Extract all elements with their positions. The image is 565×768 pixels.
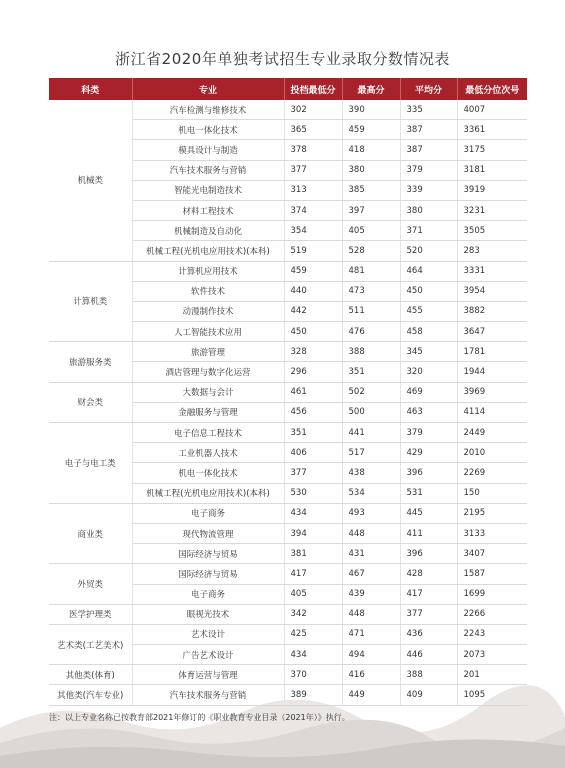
avg-score-cell: 387 [400,120,457,140]
table-row [49,624,527,644]
max-score-cell: 476 [342,322,400,342]
min-score-cell: 456 [284,402,342,422]
header-avg-score: 平均分 [400,78,457,100]
max-score-cell: 448 [342,523,400,543]
table-row [49,261,527,281]
major-cell: 电子信息工程技术 [132,423,284,443]
avg-score-cell: 463 [400,402,457,422]
avg-score-cell: 396 [400,544,457,564]
avg-score-cell: 380 [400,200,457,220]
major-cell: 汽车技术服务与营销 [132,685,284,705]
min-rank-cell: 3919 [457,180,527,200]
major-cell: 汽车技术服务与营销 [132,160,284,180]
category-cell: 艺术类(工艺美术) [49,624,132,664]
min-rank-cell: 2195 [457,503,527,523]
min-rank-cell: 2010 [457,443,527,463]
avg-score-cell: 409 [400,685,457,705]
major-cell: 机械制造及自动化 [132,221,284,241]
min-score-cell: 354 [284,221,342,241]
min-score-cell: 302 [284,100,342,120]
header-min-score: 投档最低分 [284,78,342,100]
avg-score-cell: 445 [400,503,457,523]
min-score-cell: 461 [284,382,342,402]
avg-score-cell: 450 [400,281,457,301]
avg-score-cell: 371 [400,221,457,241]
category-cell: 财会类 [49,382,132,422]
major-cell: 艺术设计 [132,624,284,644]
min-score-cell: 377 [284,160,342,180]
min-score-cell: 434 [284,503,342,523]
table-row [49,564,527,584]
max-score-cell: 459 [342,120,400,140]
max-score-cell: 388 [342,342,400,362]
min-score-cell: 405 [284,584,342,604]
max-score-cell: 481 [342,261,400,281]
header-max-score: 最高分 [342,78,400,100]
max-score-cell: 494 [342,645,400,665]
avg-score-cell: 429 [400,443,457,463]
max-score-cell: 502 [342,382,400,402]
major-cell: 旅游管理 [132,342,284,362]
avg-score-cell: 339 [400,180,457,200]
max-score-cell: 438 [342,463,400,483]
category-cell: 外贸类 [49,564,132,604]
max-score-cell: 397 [342,200,400,220]
footnote: 注：以上专业名称已按教育部2021年修订的《职业教育专业目录（2021年）》执行。 [49,713,350,722]
min-score-cell: 351 [284,423,342,443]
max-score-cell: 380 [342,160,400,180]
avg-score-cell: 469 [400,382,457,402]
major-cell: 现代物流管理 [132,523,284,543]
score-table [49,78,527,706]
max-score-cell: 517 [342,443,400,463]
max-score-cell: 431 [342,544,400,564]
category-cell: 其他类(汽车专业) [49,685,132,705]
avg-score-cell: 417 [400,584,457,604]
category-cell: 电子与电工类 [49,423,132,504]
major-cell: 广告艺术设计 [132,645,284,665]
avg-score-cell: 396 [400,463,457,483]
min-rank-cell: 1944 [457,362,527,382]
avg-score-cell: 388 [400,665,457,685]
min-rank-cell: 3133 [457,523,527,543]
page-title: 浙江省2020年单独考试招生专业录取分数情况表 [115,50,450,68]
avg-score-cell: 377 [400,604,457,624]
min-score-cell: 365 [284,120,342,140]
major-cell: 工业机器人技术 [132,443,284,463]
min-score-cell: 377 [284,463,342,483]
min-score-cell: 530 [284,483,342,503]
max-score-cell: 500 [342,402,400,422]
min-score-cell: 328 [284,342,342,362]
min-rank-cell: 4114 [457,402,527,422]
min-score-cell: 459 [284,261,342,281]
table-row [49,382,527,402]
header-category: 科类 [49,78,132,100]
max-score-cell: 534 [342,483,400,503]
major-cell: 材料工程技术 [132,200,284,220]
major-cell: 机电一体化技术 [132,120,284,140]
min-rank-cell: 150 [457,483,527,503]
min-rank-cell: 1781 [457,342,527,362]
min-rank-cell: 1095 [457,685,527,705]
min-rank-cell: 3505 [457,221,527,241]
major-cell: 电子商务 [132,503,284,523]
max-score-cell: 448 [342,604,400,624]
min-score-cell: 389 [284,685,342,705]
min-rank-cell: 3969 [457,382,527,402]
avg-score-cell: 411 [400,523,457,543]
avg-score-cell: 531 [400,483,457,503]
major-cell: 金融服务与管理 [132,402,284,422]
min-rank-cell: 3882 [457,301,527,321]
major-cell: 软件技术 [132,281,284,301]
min-score-cell: 370 [284,665,342,685]
major-cell: 智能光电制造技术 [132,180,284,200]
major-cell: 眼视光技术 [132,604,284,624]
max-score-cell: 449 [342,685,400,705]
min-rank-cell: 3407 [457,544,527,564]
min-rank-cell: 2266 [457,604,527,624]
min-rank-cell: 201 [457,665,527,685]
table-row [49,423,527,443]
major-cell: 动漫制作技术 [132,301,284,321]
category-cell: 商业类 [49,503,132,564]
avg-score-cell: 464 [400,261,457,281]
major-cell: 计算机应用技术 [132,261,284,281]
table-row [49,685,527,705]
table-row [49,342,527,362]
min-score-cell: 406 [284,443,342,463]
avg-score-cell: 379 [400,160,457,180]
table-row [49,100,527,120]
min-score-cell: 519 [284,241,342,261]
avg-score-cell: 345 [400,342,457,362]
avg-score-cell: 458 [400,322,457,342]
max-score-cell: 385 [342,180,400,200]
min-rank-cell: 283 [457,241,527,261]
min-score-cell: 313 [284,180,342,200]
avg-score-cell: 455 [400,301,457,321]
max-score-cell: 471 [342,624,400,644]
min-score-cell: 342 [284,604,342,624]
min-score-cell: 296 [284,362,342,382]
max-score-cell: 351 [342,362,400,382]
max-score-cell: 473 [342,281,400,301]
avg-score-cell: 436 [400,624,457,644]
min-score-cell: 450 [284,322,342,342]
min-rank-cell: 3361 [457,120,527,140]
min-rank-cell: 1699 [457,584,527,604]
major-cell: 机电一体化技术 [132,463,284,483]
min-rank-cell: 2269 [457,463,527,483]
header-min-rank: 最低分位次号 [457,78,527,100]
min-score-cell: 417 [284,564,342,584]
table-row [49,604,527,624]
avg-score-cell: 387 [400,140,457,160]
avg-score-cell: 446 [400,645,457,665]
min-rank-cell: 4007 [457,100,527,120]
major-cell: 体育运营与管理 [132,665,284,685]
major-cell: 国际经济与贸易 [132,544,284,564]
category-cell: 其他类(体育) [49,665,132,685]
category-cell: 计算机类 [49,261,132,342]
avg-score-cell: 335 [400,100,457,120]
min-rank-cell: 2243 [457,624,527,644]
major-cell: 电子商务 [132,584,284,604]
avg-score-cell: 520 [400,241,457,261]
category-cell: 旅游服务类 [49,342,132,382]
min-score-cell: 378 [284,140,342,160]
max-score-cell: 441 [342,423,400,443]
min-score-cell: 381 [284,544,342,564]
major-cell: 人工智能技术应用 [132,322,284,342]
max-score-cell: 390 [342,100,400,120]
category-cell: 医学护理类 [49,604,132,624]
min-score-cell: 425 [284,624,342,644]
max-score-cell: 528 [342,241,400,261]
avg-score-cell: 320 [400,362,457,382]
min-score-cell: 440 [284,281,342,301]
max-score-cell: 439 [342,584,400,604]
table-body [49,100,527,705]
major-cell: 模具设计与制造 [132,140,284,160]
major-cell: 国际经济与贸易 [132,564,284,584]
header-major: 专业 [132,78,284,100]
min-score-cell: 442 [284,301,342,321]
table-header-row [49,78,527,100]
min-score-cell: 374 [284,200,342,220]
max-score-cell: 418 [342,140,400,160]
table-row [49,503,527,523]
min-score-cell: 434 [284,645,342,665]
min-rank-cell: 3181 [457,160,527,180]
min-rank-cell: 3647 [457,322,527,342]
max-score-cell: 511 [342,301,400,321]
max-score-cell: 405 [342,221,400,241]
avg-score-cell: 379 [400,423,457,443]
major-cell: 大数据与会计 [132,382,284,402]
max-score-cell: 493 [342,503,400,523]
category-cell: 机械类 [49,100,132,261]
avg-score-cell: 428 [400,564,457,584]
min-rank-cell: 3175 [457,140,527,160]
major-cell: 机械工程(光机电应用技术)(本科) [132,483,284,503]
major-cell: 汽车检测与维修技术 [132,100,284,120]
min-rank-cell: 3331 [457,261,527,281]
major-cell: 机械工程(光机电应用技术)(本科) [132,241,284,261]
min-rank-cell: 3231 [457,200,527,220]
min-rank-cell: 3954 [457,281,527,301]
min-rank-cell: 2073 [457,645,527,665]
max-score-cell: 467 [342,564,400,584]
min-rank-cell: 2449 [457,423,527,443]
table-row [49,665,527,685]
major-cell: 酒店管理与数字化运营 [132,362,284,382]
max-score-cell: 416 [342,665,400,685]
min-score-cell: 394 [284,523,342,543]
min-rank-cell: 1587 [457,564,527,584]
